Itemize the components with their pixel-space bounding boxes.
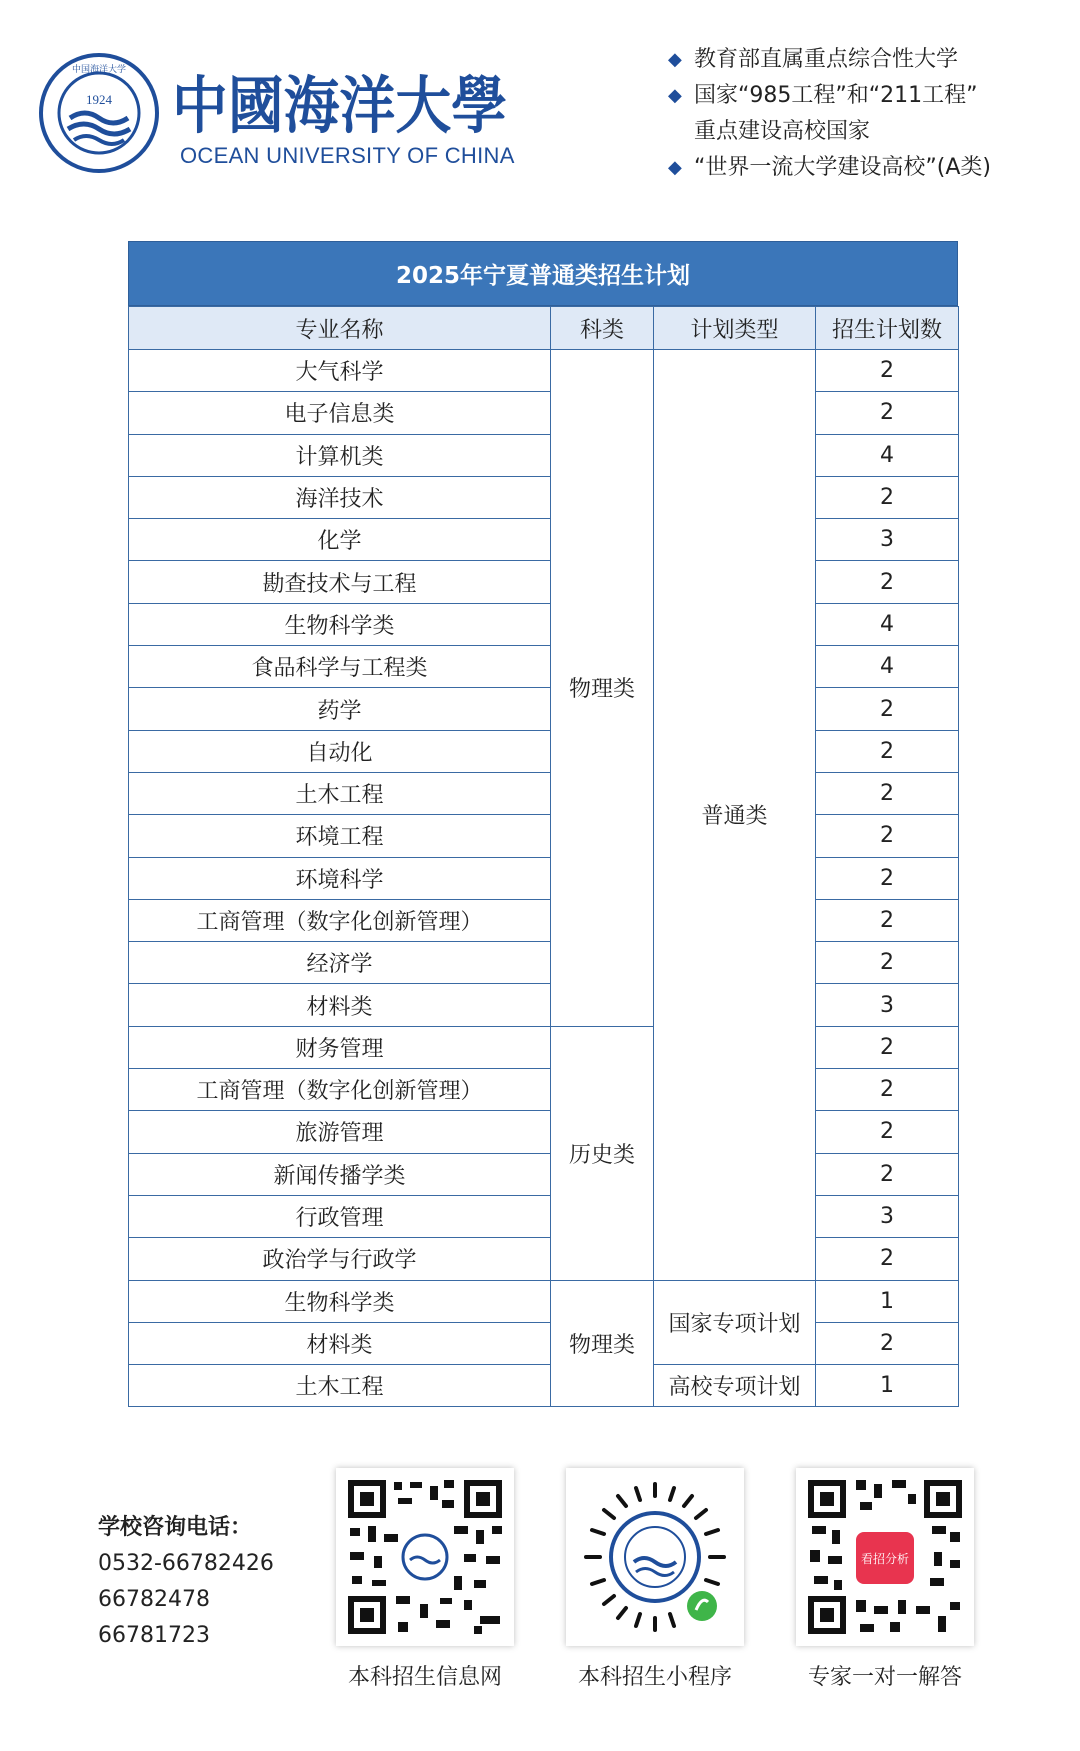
count-cell: 3 [816, 984, 959, 1026]
qr-code-website[interactable] [336, 1468, 514, 1646]
plan-type-cell: 高校专项计划 [654, 1365, 816, 1407]
emblem-text: 中国海洋大学 [71, 65, 127, 75]
subject-cell: 历史类 [551, 1026, 654, 1280]
major-cell: 经济学 [129, 942, 551, 984]
major-cell: 新闻传播学类 [129, 1153, 551, 1195]
table-row [129, 434, 959, 476]
qr-badge-text: 看招分析 [860, 1552, 910, 1566]
table-row [129, 1026, 959, 1068]
bullet-item: ◆ 教育部直属重点综合性大学 [668, 42, 1068, 78]
count-cell: 2 [816, 1322, 959, 1364]
bullet-item: ◆ “世界一流大学建设高校”(A类) [668, 150, 1068, 186]
qr-code-expert[interactable] [796, 1468, 974, 1646]
major-cell: 电子信息类 [129, 392, 551, 434]
qr-label-expert: 专家一对一解答 [807, 1665, 962, 1690]
count-cell: 2 [816, 899, 959, 941]
university-english-name: OCEAN UNIVERSITY OF CHINA [180, 143, 515, 168]
major-cell: 财务管理 [129, 1026, 551, 1068]
university-logo-title [172, 55, 512, 145]
contact-heading: 学校咨询电话： [98, 1515, 253, 1540]
count-cell: 2 [816, 815, 959, 857]
major-cell: 土木工程 [129, 1365, 551, 1407]
table-row [129, 519, 959, 561]
major-cell: 生物科学类 [129, 1280, 551, 1322]
diamond-icon: ◆ [668, 157, 682, 178]
column-header-subject: 科类 [551, 307, 654, 350]
major-cell: 计算机类 [129, 434, 551, 476]
table-row [129, 1069, 959, 1111]
count-cell: 4 [816, 646, 959, 688]
major-cell: 药学 [129, 688, 551, 730]
column-header-plan-type: 计划类型 [654, 307, 816, 350]
count-cell: 2 [816, 1069, 959, 1111]
table-row [129, 561, 959, 603]
feature-bullets [668, 42, 1068, 186]
major-cell: 海洋技术 [129, 476, 551, 518]
major-cell: 旅游管理 [129, 1111, 551, 1153]
subject-cell: 物理类 [551, 1280, 654, 1407]
major-cell: 材料类 [129, 984, 551, 1026]
column-header-major: 专业名称 [129, 307, 551, 350]
table-row [129, 1365, 959, 1407]
plan-type-cell: 普通类 [654, 350, 816, 1281]
table-row [129, 1153, 959, 1195]
qr-code-icon [804, 1476, 966, 1638]
table-row [129, 899, 959, 941]
count-cell: 2 [816, 392, 959, 434]
qr-code-mini-program[interactable] [566, 1468, 744, 1646]
qr-code-icon [344, 1476, 506, 1638]
emblem-year: 1924 [86, 92, 112, 107]
major-cell: 食品科学与工程类 [129, 646, 551, 688]
count-cell: 2 [816, 476, 959, 518]
major-cell: 材料类 [129, 1322, 551, 1364]
qr-label-mini-program: 本科招生小程序 [577, 1665, 732, 1690]
qr-label-website: 本科招生信息网 [347, 1665, 502, 1690]
table-row [129, 603, 959, 645]
major-cell: 化学 [129, 519, 551, 561]
count-cell: 4 [816, 603, 959, 645]
university-emblem [38, 52, 160, 174]
count-cell: 2 [816, 857, 959, 899]
phone-number: 66782478 [98, 1587, 210, 1612]
table-row [129, 730, 959, 772]
count-cell: 4 [816, 434, 959, 476]
major-cell: 自动化 [129, 730, 551, 772]
count-cell: 2 [816, 772, 959, 814]
count-cell: 2 [816, 561, 959, 603]
diamond-icon: ◆ [668, 49, 682, 70]
table-row [129, 392, 959, 434]
plan-table [128, 306, 959, 1407]
table-row [129, 476, 959, 518]
plan-type-cell: 国家专项计划 [654, 1280, 816, 1365]
count-cell: 2 [816, 350, 959, 392]
major-cell: 政治学与行政学 [129, 1238, 551, 1280]
major-cell: 生物科学类 [129, 603, 551, 645]
table-row [129, 942, 959, 984]
count-cell: 2 [816, 942, 959, 984]
svg-text:中國海洋大學: 中國海洋大學 [172, 69, 507, 142]
table-row [129, 857, 959, 899]
major-cell: 行政管理 [129, 1195, 551, 1237]
major-cell: 土木工程 [129, 772, 551, 814]
table-row [129, 815, 959, 857]
table-row [129, 772, 959, 814]
count-cell: 1 [816, 1365, 959, 1407]
table-header-row [129, 307, 959, 350]
phone-number: 66781723 [98, 1623, 210, 1648]
mini-program-code-icon [574, 1476, 736, 1638]
count-cell: 2 [816, 1026, 959, 1068]
bullet-item-continued: 重点建设高校国家 [694, 119, 871, 144]
enrollment-plan-table [128, 241, 958, 1407]
bullet-item: ◆ 国家“985工程”和“211工程” [668, 78, 1068, 114]
table-row [129, 1280, 959, 1322]
count-cell: 1 [816, 1280, 959, 1322]
count-cell: 3 [816, 519, 959, 561]
count-cell: 2 [816, 730, 959, 772]
contact-info [98, 1510, 274, 1654]
phone-number: 0532-66782426 [98, 1551, 274, 1576]
diamond-icon: ◆ [668, 85, 682, 106]
table-row [129, 350, 959, 392]
table-row [129, 1238, 959, 1280]
count-cell: 3 [816, 1195, 959, 1237]
table-row [129, 1322, 959, 1364]
major-cell: 大气科学 [129, 350, 551, 392]
major-cell: 环境工程 [129, 815, 551, 857]
table-row [129, 646, 959, 688]
table-row [129, 984, 959, 1026]
major-cell: 工商管理（数字化创新管理） [129, 1069, 551, 1111]
major-cell: 勘查技术与工程 [129, 561, 551, 603]
count-cell: 2 [816, 688, 959, 730]
major-cell: 环境科学 [129, 857, 551, 899]
column-header-count: 招生计划数 [816, 307, 959, 350]
subject-cell: 物理类 [551, 350, 654, 1027]
table-row [129, 1111, 959, 1153]
count-cell: 2 [816, 1238, 959, 1280]
table-row [129, 688, 959, 730]
count-cell: 2 [816, 1111, 959, 1153]
table-row [129, 1195, 959, 1237]
count-cell: 2 [816, 1153, 959, 1195]
table-title: 2025年宁夏普通类招生计划 [128, 241, 958, 306]
major-cell: 工商管理（数字化创新管理） [129, 899, 551, 941]
